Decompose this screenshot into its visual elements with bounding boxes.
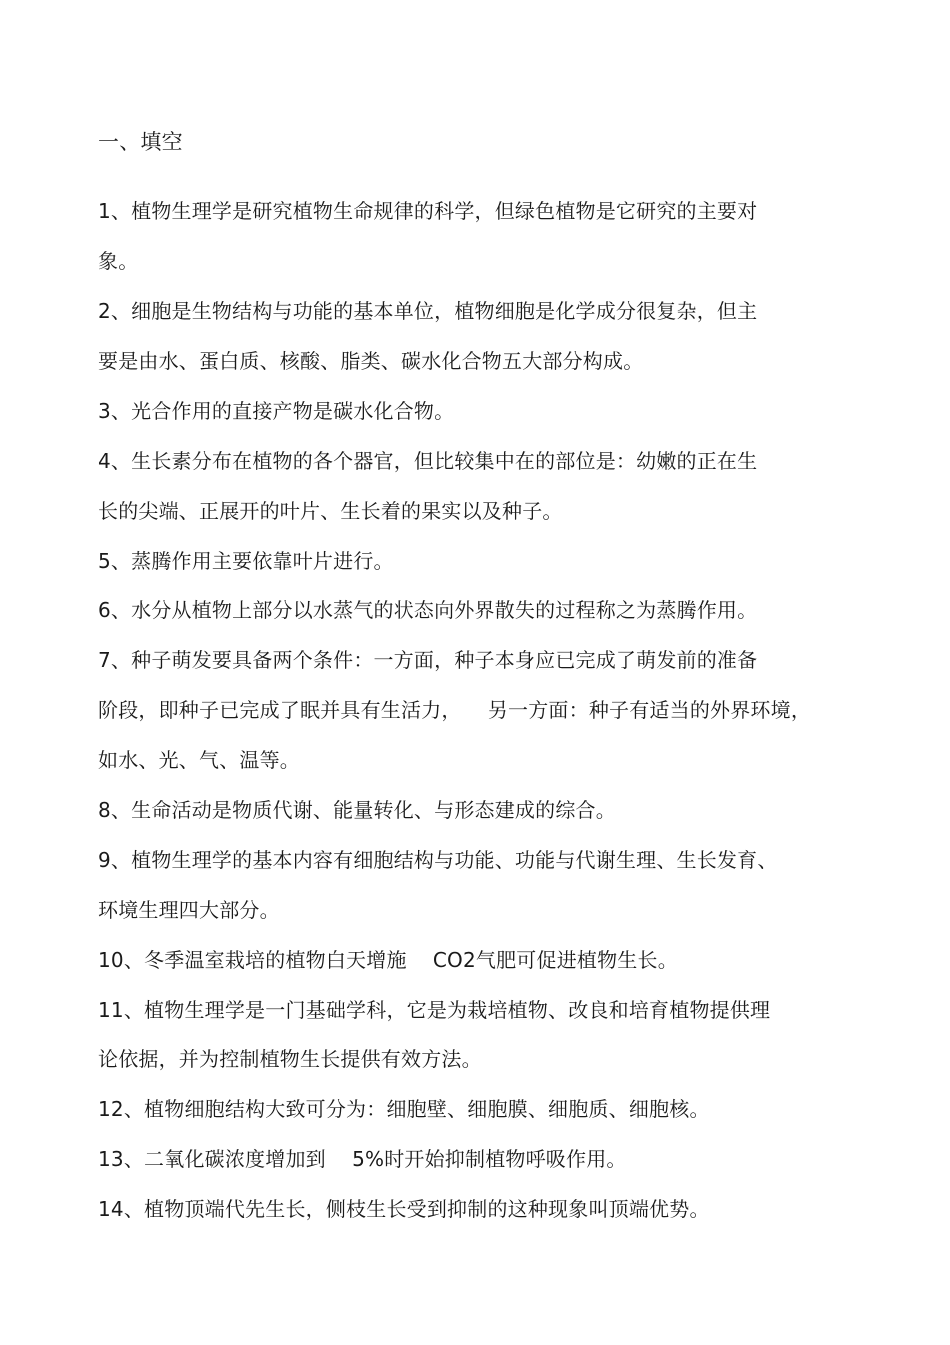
text-line: 12、植物细胞结构大致可分为：细胞壁、细胞膜、细胞质、细胞核。 (98, 1097, 710, 1121)
text-line: 11、植物生理学是一门基础学科，它是为栽培植物、改良和培育植物提供理 (98, 998, 771, 1022)
text-line: 14、植物顶端代先生长，侧枝生长受到抑制的这种现象叫顶端优势。 (98, 1197, 710, 1221)
text-line: 3、光合作用的直接产物是碳水化合物。 (98, 399, 455, 423)
section-heading: 一、填空 (98, 130, 183, 154)
text-line: 6、水分从植物上部分以水蒸气的状态向外界散失的过程称之为蒸腾作用。 (98, 598, 758, 622)
text-line: 2、细胞是生物结构与功能的基本单位，植物细胞是化学成分很复杂，但主 (98, 299, 758, 323)
text-line: 13、二氧化碳浓度增加到 5%时开始抑制植物呼吸作用。 (98, 1147, 627, 1171)
text-line: 10、冬季温室栽培的植物白天增施 CO2气肥可促进植物生长。 (98, 948, 678, 972)
text-line: 长的尖端、正展开的叶片、生长着的果实以及种子。 (98, 499, 563, 523)
text-line: 环境生理四大部分。 (98, 898, 280, 922)
text-line: 象。 (98, 249, 139, 273)
text-line: 4、生长素分布在植物的各个器官，但比较集中在的部位是：幼嫩的正在生 (98, 449, 758, 473)
text-line: 5、蒸腾作用主要依靠叶片进行。 (98, 549, 394, 573)
text-line: 要是由水、蛋白质、核酸、脂类、碳水化合物五大部分构成。 (98, 349, 644, 373)
text-line: 7、种子萌发要具备两个条件：一方面，种子本身应已完成了萌发前的准备 (98, 648, 758, 672)
text-line: 8、生命活动是物质代谢、能量转化、与形态建成的综合。 (98, 798, 616, 822)
text-line: 1、植物生理学是研究植物生命规律的科学，但绿色植物是它研究的主要对 (98, 199, 758, 223)
text-line: 如水、光、气、温等。 (98, 748, 300, 772)
text-line: 阶段，即种子已完成了眠并具有生活力， 另一方面：种子有适当的外界环境， (98, 698, 812, 722)
text-line: 9、植物生理学的基本内容有细胞结构与功能、功能与代谢生理、生长发育、 (98, 848, 778, 872)
text-line: 论依据，并为控制植物生长提供有效方法。 (98, 1047, 482, 1071)
